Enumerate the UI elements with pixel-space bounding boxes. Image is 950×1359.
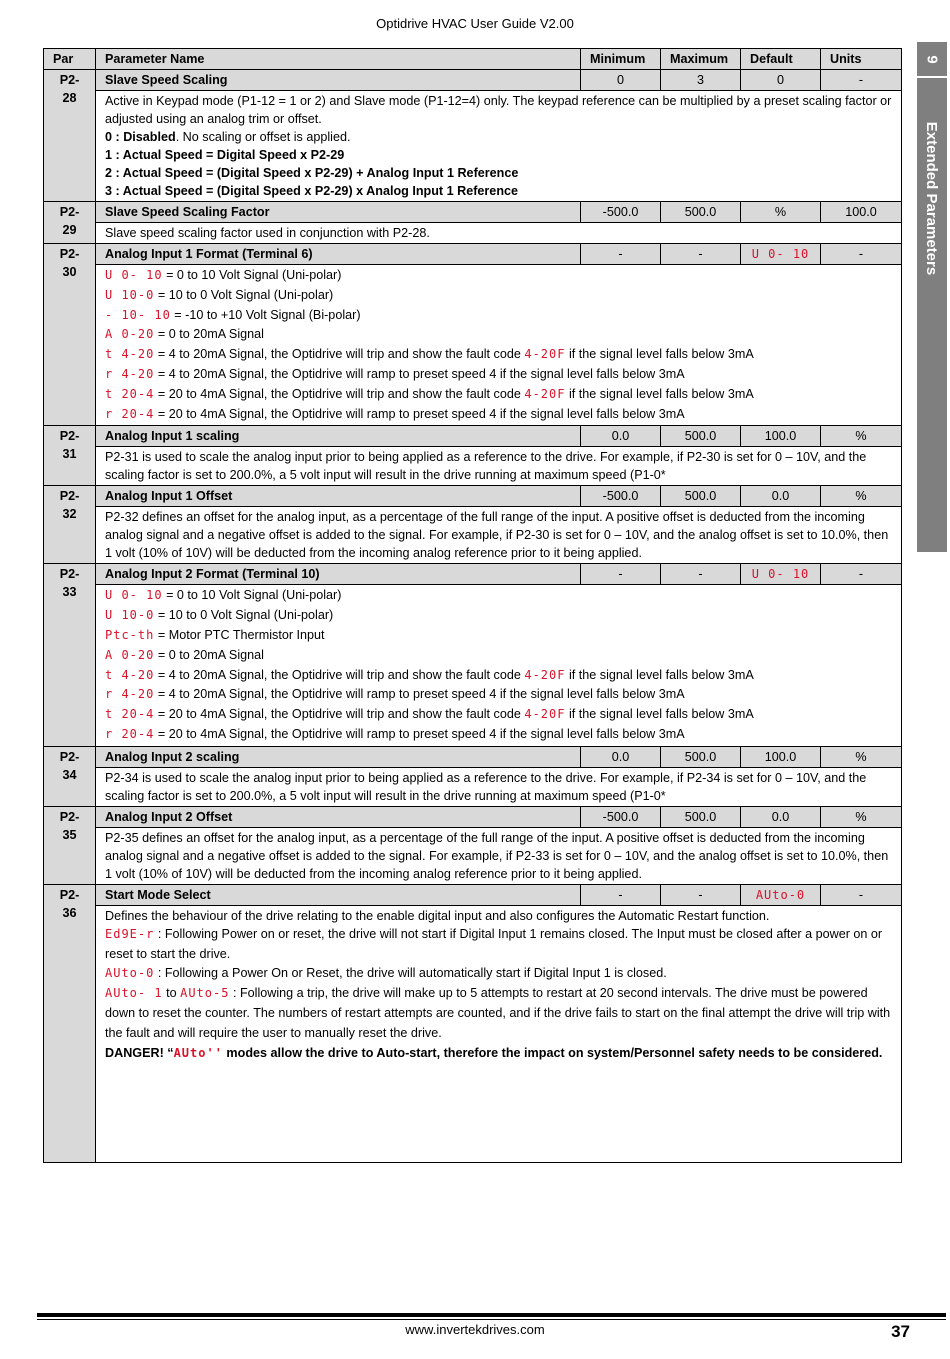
param-units: -: [821, 244, 902, 265]
param-default: 0: [741, 70, 821, 91]
footer-rule-thin: [37, 1319, 946, 1320]
param-description: Slave speed scaling factor used in conjunction with P2-28.: [96, 223, 902, 244]
param-desc-row-p2-28: [44, 91, 902, 202]
option-item: t 4-20 = 4 to 20mA Signal, the Optidrive will trip and show the fault code 4-20F if the signal level falls below 3mA: [105, 667, 754, 682]
param-name: Analog Input 1 Offset: [96, 486, 581, 507]
option-item: t 20-4 = 20 to 4mA Signal, the Optidrive will trip and show the fault code 4-20F if the signal level falls below 3mA: [105, 707, 754, 722]
param-description: P2-31 is used to scale the analog input prior to being applied as a reference to the drive. For example, if P2-30 is set for 0 – 10V, and the scaling factor is set to 200.0%, a 5 volt input will result in the drive running at maximum speed (P1-0*: [96, 447, 902, 486]
page-header: Optidrive HVAC User Guide V2.00: [376, 16, 574, 31]
param-min: 0.0: [581, 426, 661, 447]
param-max: -: [661, 564, 741, 585]
param-min: -: [581, 564, 661, 585]
param-units: -: [821, 70, 902, 91]
option-item: Ptc-th = Motor PTC Thermistor Input: [105, 627, 325, 642]
param-name: Analog Input 1 Format (Terminal 6): [96, 244, 581, 265]
param-row-p2-33: [44, 564, 902, 585]
param-id: P2-34: [44, 746, 96, 806]
option-item: AUto-0 : Following a Power On or Reset, the drive will automatically start if Digital Input 1 is closed.: [105, 966, 667, 981]
option-item: t 20-4 = 20 to 4mA Signal, the Optidrive will trip and show the fault code 4-20F if the signal level falls below 3mA: [105, 386, 754, 401]
param-row-p2-35: [44, 806, 902, 827]
option-item: r 4-20 = 4 to 20mA Signal, the Optidrive will ramp to preset speed 4 if the signal level falls below 3mA: [105, 687, 685, 702]
param-description: P2-32 defines an offset for the analog input, as a percentage of the full range of the input. A positive offset is deducted from the incoming analog signal and a negative offset is added to the signal. For example, if P2-30 is set for 0 – 10V, and the analog offset is set to 10.0%, then 1 volt (10% of 10V) will be deducted from the incoming analog reference prior to it being applied.: [96, 507, 902, 564]
param-row-p2-36: [44, 884, 902, 905]
option-item: U 0- 10 = 0 to 10 Volt Signal (Uni-polar): [105, 588, 342, 603]
param-name: Start Mode Select: [96, 884, 581, 905]
col-units: Units: [821, 49, 902, 70]
param-max: 500.0: [661, 202, 741, 223]
col-name: Parameter Name: [96, 49, 581, 70]
page-number: 37: [891, 1322, 910, 1341]
param-max: -: [661, 244, 741, 265]
param-desc-row-p2-29: [44, 223, 902, 244]
option-item: U 0- 10 = 0 to 10 Volt Signal (Uni-polar): [105, 268, 342, 282]
param-min: -500.0: [581, 806, 661, 827]
param-min: -500.0: [581, 486, 661, 507]
chapter-number: 9: [917, 42, 947, 78]
param-units: %: [821, 486, 902, 507]
param-max: 500.0: [661, 486, 741, 507]
param-id: P2-36: [44, 884, 96, 1162]
danger-warning: DANGER! “AUto'' modes allow the drive to Auto-start, therefore the impact on system/Personnel safety needs to be considered.: [105, 1045, 883, 1060]
table-header-row: [44, 49, 902, 70]
param-description: Defines the behaviour of the drive relating to the enable digital input and also configures the Automatic Restart function. Ed9E-r : Following Power on or reset, the drive will not start if Digital Input 1 remains closed. The Input must be closed after a power on or reset to start the drive. AUto-0 : Following a Power On or Reset, the drive will automatically start if Digital Input 1 is closed. AUto- 1 to AUto-5 : Following a trip, the drive will make up to 5 attempts to restart at 20 second intervals. The drive must be powered down to reset the counter. The numbers of restart attempts are counted, and if the drive fails to start on the final attempt the drive will trip with the fault and will require the user to manually reset the drive. DANGER! “AUto'' modes allow the drive to Auto-start, therefore the impact on system/Personnel safety needs to be considered.: [96, 905, 902, 1162]
param-desc-row-p2-32: [44, 507, 902, 564]
param-min: 0: [581, 70, 661, 91]
param-id: P2-31: [44, 426, 96, 486]
param-id: P2-32: [44, 486, 96, 564]
param-row-p2-28: [44, 70, 902, 91]
option-item: A 0-20 = 0 to 20mA Signal: [105, 327, 264, 342]
param-desc-row-p2-35: [44, 827, 902, 884]
param-max: 3: [661, 70, 741, 91]
param-default: 100.0: [741, 746, 821, 767]
param-desc-row-p2-31: [44, 447, 902, 486]
param-row-p2-29: [44, 202, 902, 223]
param-max: 500.0: [661, 746, 741, 767]
param-default: 0.0: [741, 806, 821, 827]
col-minimum: Minimum: [581, 49, 661, 70]
param-id: P2-33: [44, 564, 96, 746]
col-maximum: Maximum: [661, 49, 741, 70]
param-description: P2-35 defines an offset for the analog input, as a percentage of the full range of the input. A positive offset is deducted from the incoming analog signal and a negative offset is added to the signal. For example, if P2-33 is set for 0 – 10V, and the analog offset is set to 10.0%, then 1 volt (10% of 10V) will be deducted from the incoming analog reference prior to it being applied.: [96, 827, 902, 884]
param-row-p2-31: [44, 426, 902, 447]
option-item: U 10-0 = 10 to 0 Volt Signal (Uni-polar): [105, 287, 334, 302]
option-item: r 20-4 = 20 to 4mA Signal, the Optidrive will ramp to preset speed 4 if the signal level falls below 3mA: [105, 406, 685, 421]
param-name: Analog Input 2 Offset: [96, 806, 581, 827]
footer-rule: [37, 1313, 946, 1317]
param-description: [96, 585, 902, 746]
param-id: P2-29: [44, 202, 96, 244]
param-name: Slave Speed Scaling: [96, 70, 581, 91]
param-units: %: [821, 806, 902, 827]
option-item: Ed9E-r : Following Power on or reset, the drive will not start if Digital Input 1 remains closed. The Input must be closed after a power on or reset to start the drive.: [105, 926, 883, 961]
param-max: -: [661, 884, 741, 905]
param-desc-row-p2-36: [44, 905, 902, 1162]
param-id: P2-28: [44, 70, 96, 202]
param-default: U 0- 10: [741, 244, 821, 265]
option-item: - 10- 10 = -10 to +10 Volt Signal (Bi-polar): [105, 307, 361, 322]
param-description: Active in Keypad mode (P1-12 = 1 or 2) and Slave mode (P1-12=4) only. The keypad reference can be multiplied by a preset scaling factor or adjusted using an analog trim or offset. 0 : Disabled. No scaling or offset is applied. 1 : Actual Speed = Digital Speed x P2-29 2 : Actual Speed = (Digital Speed x P2-29) + Analog Input 1 Reference 3 : Actual Speed = (Digital Speed x P2-29) x Analog Input 1 Reference: [96, 91, 902, 202]
param-max: 500.0: [661, 806, 741, 827]
param-desc-row-p2-30: [44, 265, 902, 426]
option-item: r 4-20 = 4 to 20mA Signal, the Optidrive will ramp to preset speed 4 if the signal level falls below 3mA: [105, 366, 685, 381]
param-default: 0.0: [741, 486, 821, 507]
param-units: %: [821, 746, 902, 767]
option-item: t 4-20 = 4 to 20mA Signal, the Optidrive will trip and show the fault code 4-20F if the signal level falls below 3mA: [105, 347, 754, 362]
param-min: -: [581, 244, 661, 265]
option-item: A 0-20 = 0 to 20mA Signal: [105, 647, 264, 662]
param-desc-row-p2-33: [44, 585, 902, 746]
param-row-p2-34: [44, 746, 902, 767]
param-units: -: [821, 884, 902, 905]
option-item: AUto- 1 to AUto-5 : Following a trip, the drive will make up to 5 attempts to restart at 20 second intervals. The drive must be powered down to reset the counter. The numbers of restart attempts are counted, and if the drive fails to start on the final attempt the drive will trip with the fault and will require the user to manually reset the drive.: [105, 986, 891, 1040]
param-name: Analog Input 1 scaling: [96, 426, 581, 447]
param-default: AUto-0: [741, 884, 821, 905]
param-name: Analog Input 2 scaling: [96, 746, 581, 767]
chapter-label: Extended Parameters: [923, 121, 941, 275]
param-default: %: [741, 202, 821, 223]
col-par: Par: [44, 49, 96, 70]
param-description: [96, 265, 902, 426]
chapter-tab: [917, 42, 947, 552]
param-id: P2-35: [44, 806, 96, 884]
param-units: %: [821, 426, 902, 447]
param-units: -: [821, 564, 902, 585]
param-default: U 0- 10: [741, 564, 821, 585]
param-row-p2-32: [44, 486, 902, 507]
param-units: 100.0: [821, 202, 902, 223]
option-item: U 10-0 = 10 to 0 Volt Signal (Uni-polar): [105, 608, 334, 623]
param-id: P2-30: [44, 244, 96, 426]
col-default: Default: [741, 49, 821, 70]
param-desc-row-p2-34: [44, 767, 902, 806]
param-name: Slave Speed Scaling Factor: [96, 202, 581, 223]
param-min: -: [581, 884, 661, 905]
param-max: 500.0: [661, 426, 741, 447]
footer-url: www.invertekdrives.com: [405, 1322, 545, 1337]
param-description: P2-34 is used to scale the analog input prior to being applied as a reference to the drive. For example, if P2-34 is set for 0 – 10V, and the scaling factor is set to 200.0%, a 5 volt input will result in the drive running at maximum speed (P1-0*: [96, 767, 902, 806]
param-default: 100.0: [741, 426, 821, 447]
param-min: 0.0: [581, 746, 661, 767]
param-min: -500.0: [581, 202, 661, 223]
param-name: Analog Input 2 Format (Terminal 10): [96, 564, 581, 585]
param-row-p2-30: [44, 244, 902, 265]
option-item: r 20-4 = 20 to 4mA Signal, the Optidrive will ramp to preset speed 4 if the signal level falls below 3mA: [105, 726, 685, 741]
parameter-table: [43, 48, 902, 1163]
